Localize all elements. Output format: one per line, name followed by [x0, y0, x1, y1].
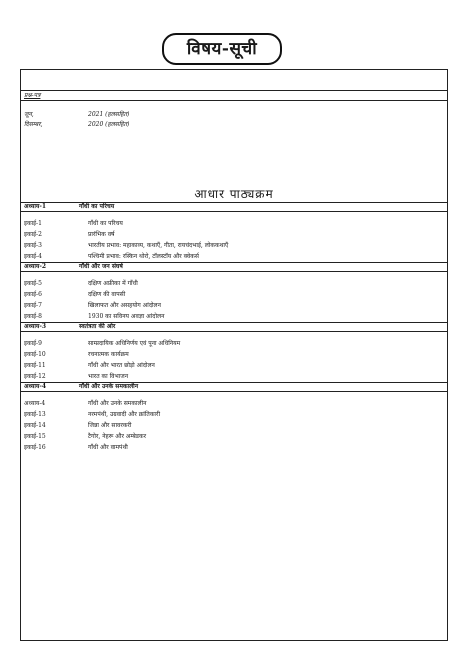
chapter-title: गाँधी और उनके समकालीन [79, 383, 139, 390]
chapter-title: स्वतंत्रता की ओर [79, 323, 116, 330]
chapter-title: गाँधी का परिचय [79, 203, 115, 210]
unit-label: अध्याय-4 [24, 400, 46, 407]
chapter-title: गाँधी और जन संघर्ष [79, 263, 123, 270]
unit-label: इकाई-13 [24, 411, 46, 418]
paper-row-year[interactable]: 2021 (हलसहित) [88, 111, 130, 118]
divider [21, 211, 447, 212]
divider [21, 271, 447, 272]
unit-title: खिलाफत और असहयोग आंदोलन [88, 302, 161, 309]
divider [21, 391, 447, 392]
unit-label: इकाई-10 [24, 351, 46, 358]
page-title: विषय-सूची [162, 33, 282, 65]
divider [21, 100, 447, 101]
unit-label: इकाई-7 [24, 302, 42, 309]
divider [21, 90, 447, 91]
unit-title: गाँधी और वामपंथी [88, 444, 128, 451]
unit-label: इकाई-16 [24, 444, 46, 451]
unit-title: जिन्ना और सावरकरी [88, 422, 132, 429]
unit-label: इकाई-15 [24, 433, 46, 440]
unit-title: पश्चिमी प्रभाव: रस्किन थोरो, टॉलस्टॉय और क्वेकर्स [88, 253, 199, 260]
unit-label: इकाई-14 [24, 422, 46, 429]
unit-title: भारतीय प्रभाव: महाकाव्य, कथाएँ, गीता, रायचंदभाई, लोककथाएँ [88, 242, 229, 249]
unit-title: गाँधी और उनके समकालीन [88, 400, 147, 407]
unit-label: इकाई-2 [24, 231, 42, 238]
unit-label: इकाई-1 [24, 220, 42, 227]
paper-row-label[interactable]: दिसम्बर, [24, 121, 43, 128]
unit-title: प्रारंभिक वर्ष [88, 231, 115, 238]
unit-title: नरमपंथी, उग्रवादी और क्रांतिकारी [88, 411, 160, 418]
chapter-label: अध्याय-3 [24, 323, 47, 330]
unit-label: इकाई-5 [24, 280, 42, 287]
unit-title: रचनात्मक कार्यक्रम [88, 351, 129, 358]
unit-label: इकाई-12 [24, 373, 46, 380]
unit-label: इकाई-11 [24, 362, 46, 369]
unit-title: गाँधी का परिचय [88, 220, 123, 227]
paper-row-year[interactable]: 2020 (हलसहित) [88, 121, 130, 128]
unit-label: इकाई-8 [24, 313, 42, 320]
unit-title: टैगोर, नेहरू और अम्बेडकर [88, 433, 147, 440]
unit-title: गाँधी और भारत छोड़ो आंदोलन [88, 362, 155, 369]
contents-frame [20, 69, 448, 641]
chapter-label: अध्याय-1 [24, 203, 47, 210]
unit-title: 1930 का सविनय अवज्ञा आंदोलन [88, 313, 165, 320]
chapter-label: अध्याय-4 [24, 383, 47, 390]
unit-title: भारत का विभाजन [88, 373, 129, 380]
unit-label: इकाई-4 [24, 253, 42, 260]
divider [21, 331, 447, 332]
question-paper-label: प्रश्न-पत्र [24, 92, 41, 99]
unit-label: इकाई-9 [24, 340, 42, 347]
syllabus-heading: आधार पाठ्यक्रम [194, 187, 274, 201]
unit-title: साम्प्रदायिक अधिनिर्णय एवं पूना अधिनियम [88, 340, 181, 347]
unit-label: इकाई-3 [24, 242, 42, 249]
unit-title: दक्षिण अफ्रीका में गाँधी [88, 280, 138, 287]
paper-row-label[interactable]: जून, [24, 111, 34, 118]
chapter-label: अध्याय-2 [24, 263, 47, 270]
unit-title: दक्षिण की वापसी [88, 291, 126, 298]
unit-label: इकाई-6 [24, 291, 42, 298]
